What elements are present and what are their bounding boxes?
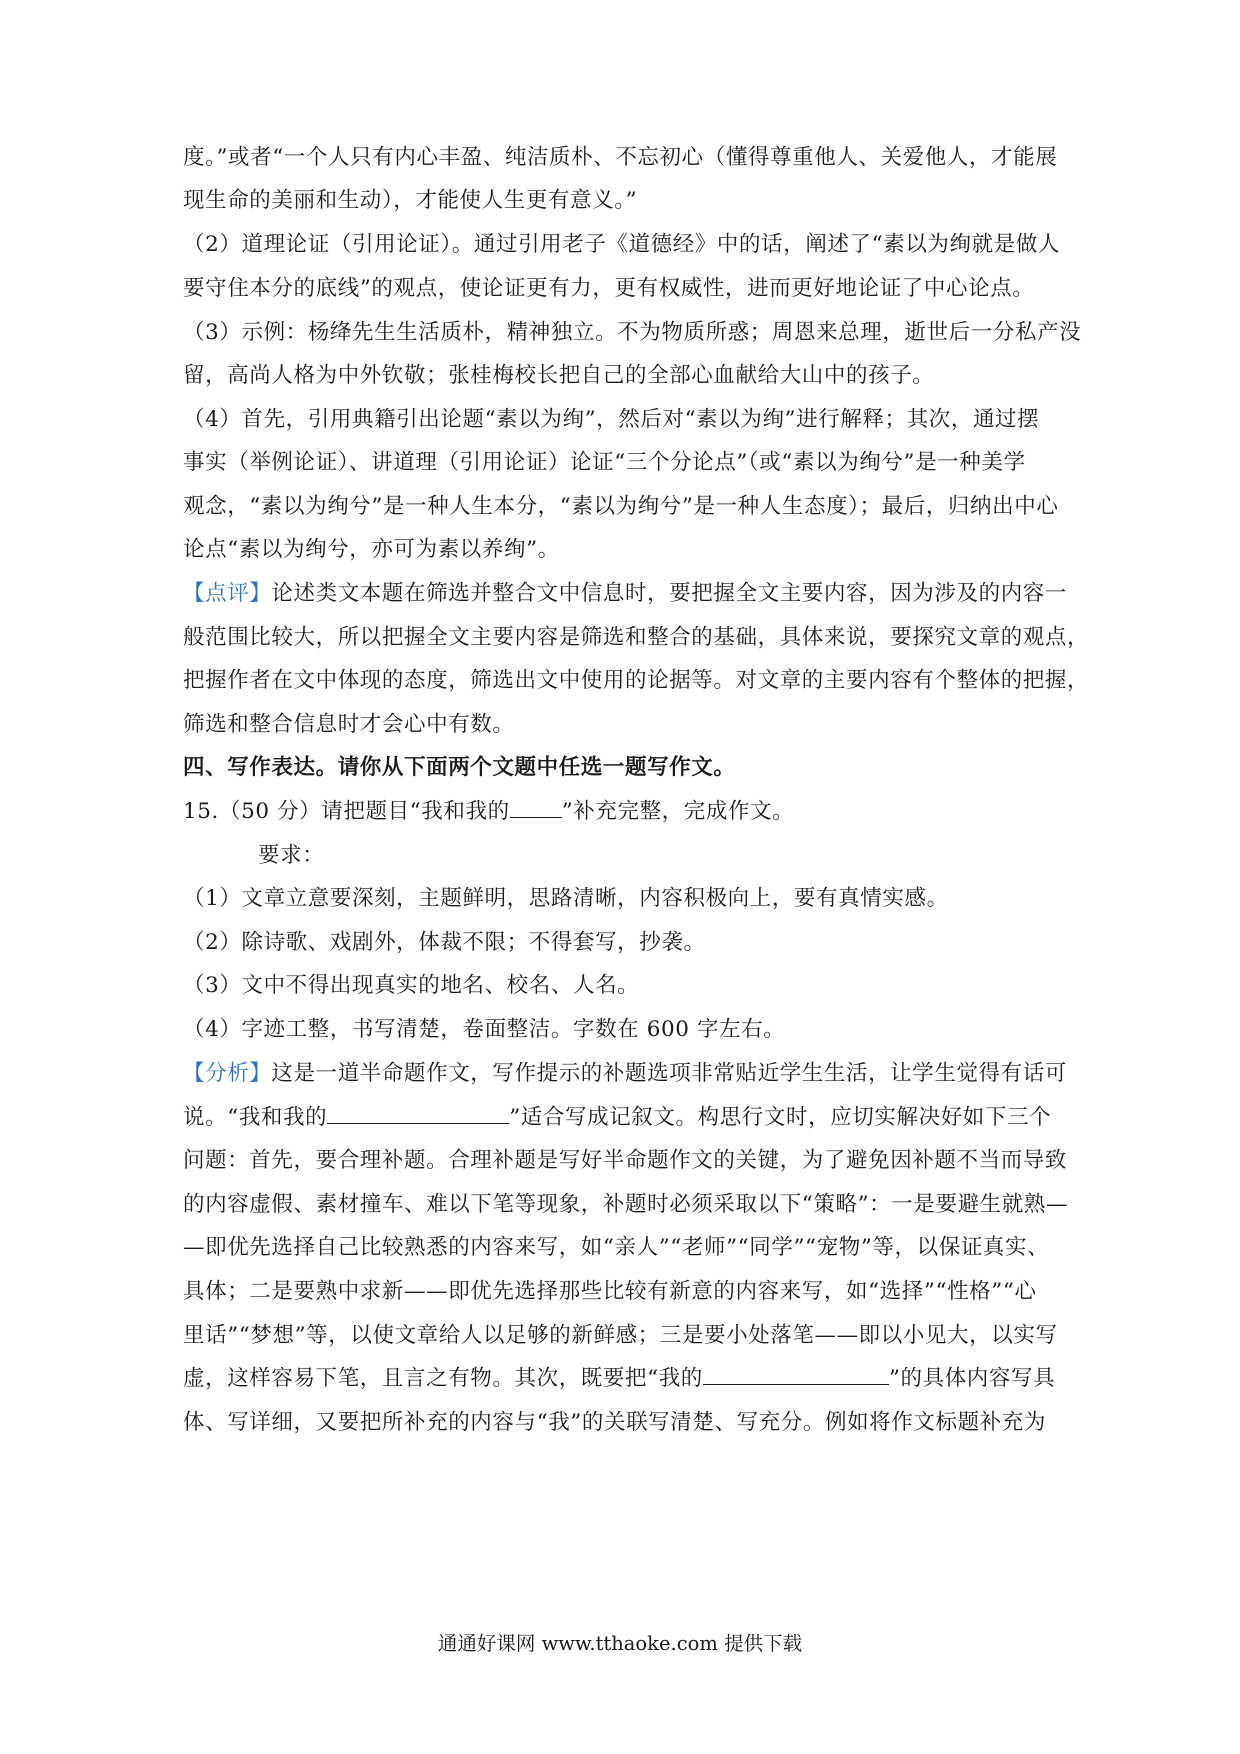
answer-blank xyxy=(703,1364,889,1385)
analysis-text: ”适合写成记叙文。构思行文时，应切实解决好如下三个 xyxy=(509,1105,1052,1130)
analysis-text: ”的具体内容写具 xyxy=(888,1366,1056,1391)
text-line: （2）道理论证（引用论证）。通过引用老子《道德经》中的话，阐述了“素以为绚就是做人 xyxy=(183,232,1061,257)
question-text: ”补充完整，完成作文。 xyxy=(561,799,795,824)
requirement-item: （4）字迹工整，书写清楚，卷面整洁。字数在 600 字左右。 xyxy=(183,1017,786,1042)
text-line: 般范围比较大，所以把握全文主要内容是筛选和整合的基础，具体来说，要探究文章的观点， xyxy=(183,625,1090,650)
section-heading: 四、写作表达。请你从下面两个文题中任选一题写作文。 xyxy=(183,755,736,780)
text-line: 度。”或者“一个人只有内心丰盈、纯洁质朴、不忘初心（懂得尊重他人、关爱他人，才能展 xyxy=(183,145,1058,170)
text-line: 观念，“素以为绚兮”是一种人生本分，“素以为绚兮”是一种人生态度）；最后，归纳出中心 xyxy=(183,494,1059,519)
analysis-tag: 【分析】 xyxy=(183,1061,272,1086)
text-line: 要守住本分的底线”的观点，使论证更有力，更有权威性，进而更好地论证了中心论点。 xyxy=(183,276,1035,301)
requirement-item: （2）除诗歌、戏剧外，体裁不限；不得套写，抄袭。 xyxy=(183,930,706,955)
text-line: 具体；二是要熟中求新——即优先选择那些比较有新意的内容来写，如“选择”“性格”“心 xyxy=(183,1279,1037,1304)
text-line: 问题：首先，要合理补题。合理补题是写好半命题作文的关键，为了避免因补题不当而导致 xyxy=(183,1148,1068,1173)
requirements-title: 要求： xyxy=(258,843,325,868)
analysis-text: 这是一道半命题作文，写作提示的补题选项非常贴近学生生活，让学生觉得有话可 xyxy=(271,1061,1068,1086)
text-line: （4）首先，引用典籍引出论题“素以为绚”，然后对“素以为绚”进行解释；其次，通过摆 xyxy=(183,407,1040,432)
text-line: 里话”“梦想”等，以使文章给人以足够的新鲜感；三是要小处落笔——即以小见大，以实写 xyxy=(183,1323,1058,1348)
question-15 xyxy=(183,797,1063,827)
requirement-item: （3）文中不得出现真实的地名、校名、人名。 xyxy=(183,973,640,998)
text-line: 事实（举例论证）、讲道理（引用论证）论证“三个分论点”（或“素以为绚兮”是一种美学 xyxy=(183,450,1026,475)
text-line: 现生命的美丽和生动），才能使人生更有意义。” xyxy=(183,188,638,213)
answer-blank xyxy=(510,797,562,818)
text-line: 体、写详细，又要把所补充的内容与“我”的关联写清楚、写充分。例如将作文标题补充为 xyxy=(183,1410,1046,1435)
requirement-item: （1）文章立意要深刻，主题鲜明，思路清晰，内容积极向上，要有真情实感。 xyxy=(183,886,949,911)
text-line xyxy=(183,1103,1063,1133)
analysis-paragraph xyxy=(183,1059,1068,1089)
text-line: 留，高尚人格为中外钦敬；张桂梅校长把自己的全部心血献给大山中的孩子。 xyxy=(183,363,935,388)
text-line: 的内容虚假、素材撞车、难以下笔等现象，补题时必须采取以下“策略”：一是要避生就熟— xyxy=(183,1192,1069,1217)
text-line: 把握作者在文中体现的态度，筛选出文中使用的论据等。对文章的主要内容有个整体的把握， xyxy=(183,668,1090,693)
question-text: 15.（50 分）请把题目“我和我的 xyxy=(183,799,510,824)
text-line: 论点“素以为绚兮，亦可为素以养绚”。 xyxy=(183,537,560,562)
answer-blank xyxy=(327,1103,509,1124)
text-line: —即优先选择自己比较熟悉的内容来写，如“亲人”“老师”“同学”“宠物”等，以保证真实、 xyxy=(183,1235,1050,1260)
comment-paragraph xyxy=(183,579,1068,609)
analysis-text: 说。“我和我的 xyxy=(183,1105,328,1130)
analysis-text: 虚，这样容易下笔，且言之有物。其次，既要把“我的 xyxy=(183,1366,703,1391)
text-line: （3）示例：杨绛先生生活质朴，精神独立。不为物质所惑；周恩来总理，逝世后一分私产没 xyxy=(183,320,1082,345)
text-line: 筛选和整合信息时才会心中有数。 xyxy=(183,712,515,737)
comment-tag: 【点评】 xyxy=(183,581,272,606)
page-footer: 通通好课网 www.tthaoke.com 提供下载 xyxy=(437,1632,803,1655)
comment-text: 论述类文本题在筛选并整合文中信息时，要把握全文主要内容，因为涉及的内容一 xyxy=(271,581,1068,606)
text-line xyxy=(183,1364,1063,1394)
